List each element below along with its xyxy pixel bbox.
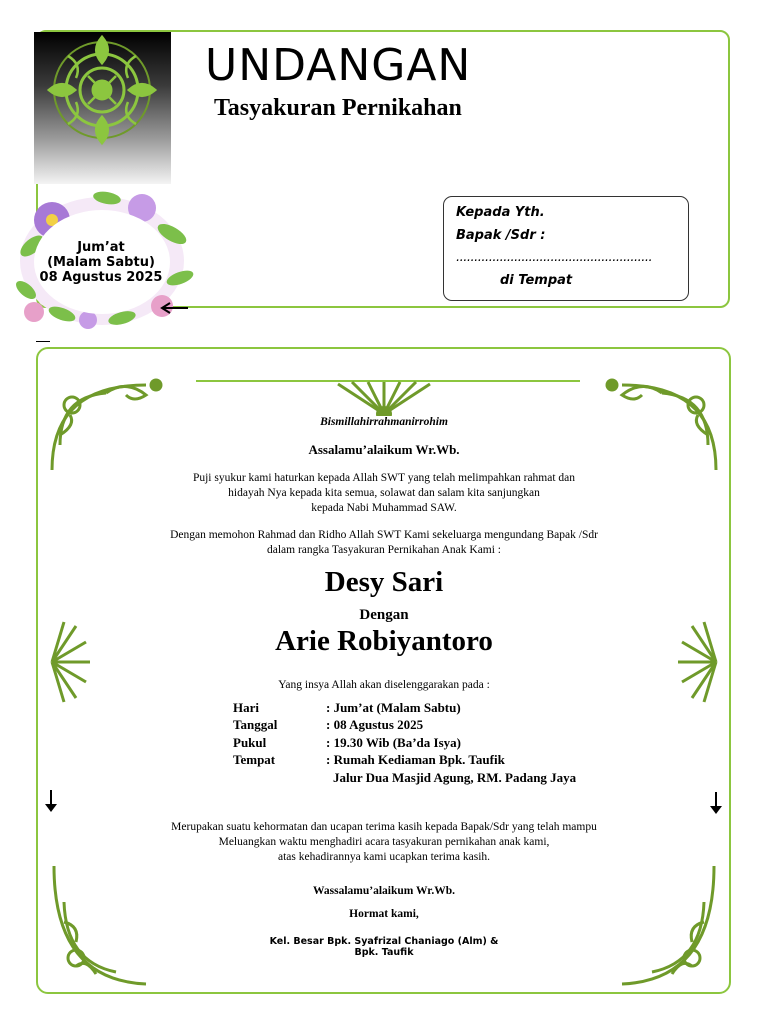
invitation-line: dalam rangka Tasyakuran Pernikahan Anak Kami : <box>266 544 502 556</box>
invitation-subtitle: Tasyakuran Pernikahan <box>214 95 462 121</box>
invitation-title: UNDANGAN <box>205 40 472 91</box>
closing-line: Merupakan suatu kehormatan dan ucapan terima kasih kepada Bapak/Sdr yang telah mampu <box>171 821 597 833</box>
address-recipient: Bapak /Sdr : <box>456 228 546 243</box>
detail-value: : Rumah Kediaman Bpk. Taufik <box>326 752 505 767</box>
signature-line: Kel. Besar Bpk. Syafrizal Chaniago (Alm) & <box>269 936 499 947</box>
detail-label: Pukul <box>233 735 267 750</box>
event-intro: Yang insya Allah akan diselenggarakan pada : <box>278 679 490 691</box>
detail-value: : 19.30 Wib (Ba’da Isya) <box>326 735 461 750</box>
opening-paragraph <box>0 471 768 516</box>
detail-label: Tanggal <box>233 717 278 732</box>
signature <box>0 936 768 958</box>
detail-value: : Jum’at (Malam Sabtu) <box>326 700 461 715</box>
venue-line-2: Jalur Dua Masjid Agung, RM. Padang Jaya <box>333 770 577 785</box>
ornament-panel <box>34 32 171 184</box>
address-place: di Tempat <box>500 273 573 288</box>
address-box <box>443 196 689 301</box>
invitation-paragraph <box>0 528 768 558</box>
event-date-badge <box>30 240 172 285</box>
badge-evening: (Malam Sabtu) <box>47 255 155 270</box>
signature-line: Bpk. Taufik <box>354 947 414 958</box>
greeting: Assalamu’alaikum Wr.Wb. <box>308 442 460 457</box>
cut-mark <box>36 341 50 342</box>
mandala-ornament-icon <box>34 32 171 184</box>
detail-label: Tempat <box>233 752 276 767</box>
connector-text: Dengan <box>359 607 409 623</box>
bride-name: Desy Sari <box>324 566 444 598</box>
detail-label: Hari <box>233 700 259 715</box>
fold-arrow-right-icon <box>709 792 723 816</box>
badge-date: 08 Agustus 2025 <box>39 270 163 285</box>
top-fan-ornament-icon <box>334 380 434 416</box>
badge-day: Jum’at <box>77 240 125 255</box>
opening-line: hidayah Nya kepada kita semua, solawat dan salam kita sanjungkan <box>228 487 540 499</box>
regards: Hormat kami, <box>349 908 419 920</box>
closing-line: Meluangkan waktu menghadiri acara tasyakuran pernikahan anak kami, <box>218 836 550 848</box>
farewell: Wassalamu’alaikum Wr.Wb. <box>313 885 455 897</box>
detail-value: : 08 Agustus 2025 <box>326 717 424 732</box>
address-blank-line: ...................................................... <box>456 250 653 265</box>
groom-name: Arie Robiyantoro <box>275 625 493 657</box>
address-to: Kepada Yth. <box>456 205 545 220</box>
opening-line: kepada Nabi Muhammad SAW. <box>311 502 457 514</box>
bismillah: Bismillahirrahmanirrohim <box>320 416 448 428</box>
fold-arrow-left-icon <box>44 790 58 814</box>
corner-ornament-bottom-right-icon <box>612 862 722 990</box>
corner-ornament-bottom-left-icon <box>46 862 156 990</box>
closing-line: atas kehadirannya kami ucapkan terima kasih. <box>277 851 491 863</box>
invitation-line: Dengan memohon Rahmad dan Ridho Allah SWT Kami sekeluarga mengundang Bapak /Sdr <box>170 529 598 541</box>
opening-line: Puji syukur kami haturkan kepada Allah SWT yang telah melimpahkan rahmat dan <box>192 472 576 484</box>
closing-paragraph <box>0 820 768 865</box>
